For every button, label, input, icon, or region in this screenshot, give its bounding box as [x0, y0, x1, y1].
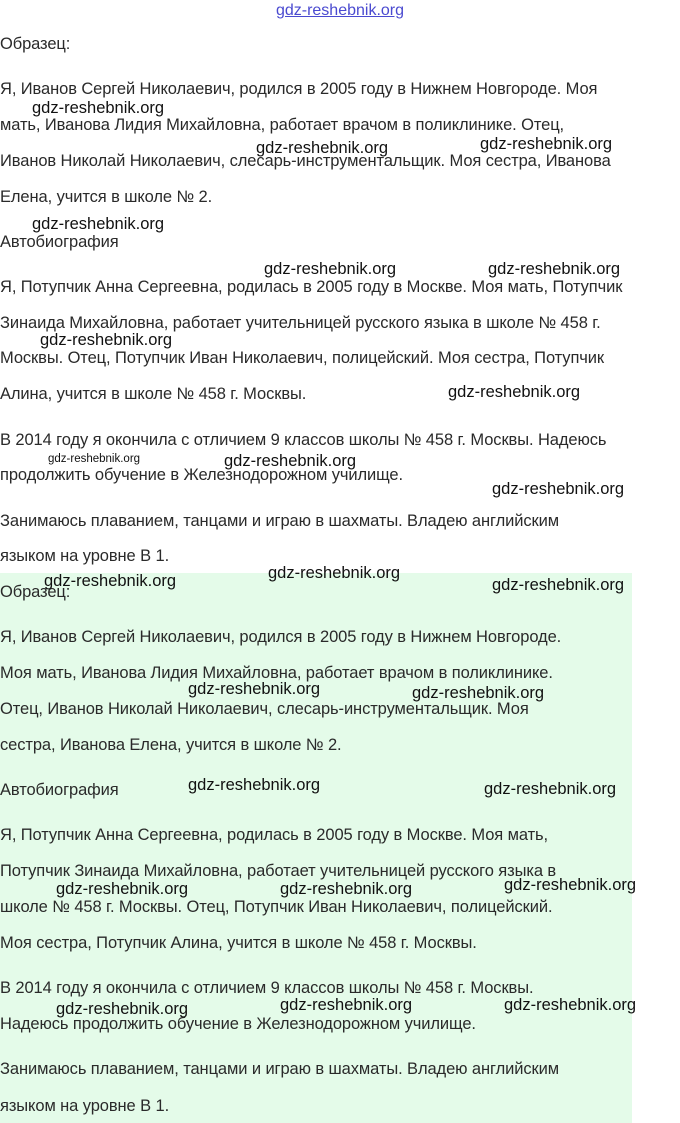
sample-label: Образец:	[0, 35, 71, 53]
watermark: gdz-reshebnik.org	[56, 880, 189, 898]
autobiography-line: языком на уровне В 1.	[0, 1097, 170, 1115]
watermark: gdz-reshebnik.org	[48, 453, 141, 465]
autobiography-line: Занимаюсь плаванием, танцами и играю в шахматы. Владею английским	[0, 512, 559, 530]
watermark: gdz-reshebnik.org	[504, 996, 637, 1014]
watermark: gdz-reshebnik.org	[188, 776, 321, 794]
autobiography-line: В 2014 году я окончила с отличием 9 классов школы № 458 г. Москвы. Надеюсь	[0, 431, 607, 449]
autobiography-line: Зинаида Михайловна, работает учительницей русского языка в школе № 458 г.	[0, 314, 601, 332]
watermark: gdz-reshebnik.org	[492, 576, 625, 594]
watermark: gdz-reshebnik.org	[412, 684, 545, 702]
watermark: gdz-reshebnik.org	[256, 139, 389, 157]
watermark: gdz-reshebnik.org	[488, 260, 621, 278]
sample-line: Иванов Николай Николаевич, слесарь-инструментальщик. Моя сестра, Иванова	[0, 152, 611, 170]
watermark: gdz-reshebnik.org	[188, 680, 321, 698]
watermark: gdz-reshebnik.org	[32, 215, 165, 233]
autobiography-line: языком на уровне В 1.	[0, 547, 170, 565]
sample-label: Образец:	[0, 583, 71, 601]
autobiography-line: В 2014 году я окончила с отличием 9 классов школы № 458 г. Москвы.	[0, 979, 534, 997]
watermark: gdz-reshebnik.org	[56, 1000, 189, 1018]
autobiography-line: Москвы. Отец, Потупчик Иван Николаевич, полицейский. Моя сестра, Потупчик	[0, 349, 605, 367]
watermark: gdz-reshebnik.org	[492, 480, 625, 498]
autobiography-title: Автобиография	[0, 781, 119, 799]
sample-line: Елена, учится в школе № 2.	[0, 188, 213, 206]
sample-line: Моя мать, Иванова Лидия Михайловна, работает врачом в поликлинике.	[0, 664, 553, 682]
autobiography-line: школе № 458 г. Москвы. Отец, Потупчик Иван Николаевич, полицейский.	[0, 898, 553, 916]
sample-line: мать, Иванова Лидия Михайловна, работает врачом в поликлинике. Отец,	[0, 116, 565, 134]
watermark: gdz-reshebnik.org	[448, 383, 581, 401]
autobiography-line: Занимаюсь плаванием, танцами и играю в шахматы. Владею английским	[0, 1060, 559, 1078]
autobiography-line: Я, Потупчик Анна Сергеевна, родилась в 2005 году в Москве. Моя мать, Потупчик	[0, 278, 623, 296]
autobiography-line: Надеюсь продолжить обучение в Железнодорожном училище.	[0, 1015, 476, 1033]
autobiography-line: продолжить обучение в Железнодорожном училище.	[0, 466, 403, 484]
watermark: gdz-reshebnik.org	[32, 99, 165, 117]
site-header-link[interactable]: gdz-reshebnik.org	[275, 2, 405, 19]
autobiography-title: Автобиография	[0, 233, 119, 251]
autobiography-line: Я, Потупчик Анна Сергеевна, родилась в 2005 году в Москве. Моя мать,	[0, 826, 549, 844]
autobiography-line: Алина, учится в школе № 458 г. Москвы.	[0, 385, 307, 403]
sample-line: Я, Иванов Сергей Николаевич, родился в 2005 году в Нижнем Новгороде.	[0, 628, 562, 646]
watermark: gdz-reshebnik.org	[264, 260, 397, 278]
autobiography-line: Потупчик Зинаида Михайловна, работает учительницей русского языка в	[0, 862, 557, 880]
autobiography-line: Моя сестра, Потупчик Алина, учится в школе № 458 г. Москвы.	[0, 934, 477, 952]
watermark: gdz-reshebnik.org	[268, 564, 401, 582]
watermark: gdz-reshebnik.org	[44, 572, 177, 590]
watermark: gdz-reshebnik.org	[484, 780, 617, 798]
watermark: gdz-reshebnik.org	[504, 876, 637, 894]
highlighted-answer-block	[0, 573, 632, 1123]
watermark: gdz-reshebnik.org	[224, 452, 357, 470]
watermark: gdz-reshebnik.org	[280, 996, 413, 1014]
sample-line: Я, Иванов Сергей Николаевич, родился в 2005 году в Нижнем Новгороде. Моя	[0, 80, 598, 98]
sample-line: сестра, Иванова Елена, учится в школе № 2.	[0, 736, 342, 754]
watermark: gdz-reshebnik.org	[40, 331, 173, 349]
sample-line: Отец, Иванов Николай Николаевич, слесарь-инструментальщик. Моя	[0, 700, 529, 718]
watermark: gdz-reshebnik.org	[480, 135, 613, 153]
watermark: gdz-reshebnik.org	[280, 880, 413, 898]
